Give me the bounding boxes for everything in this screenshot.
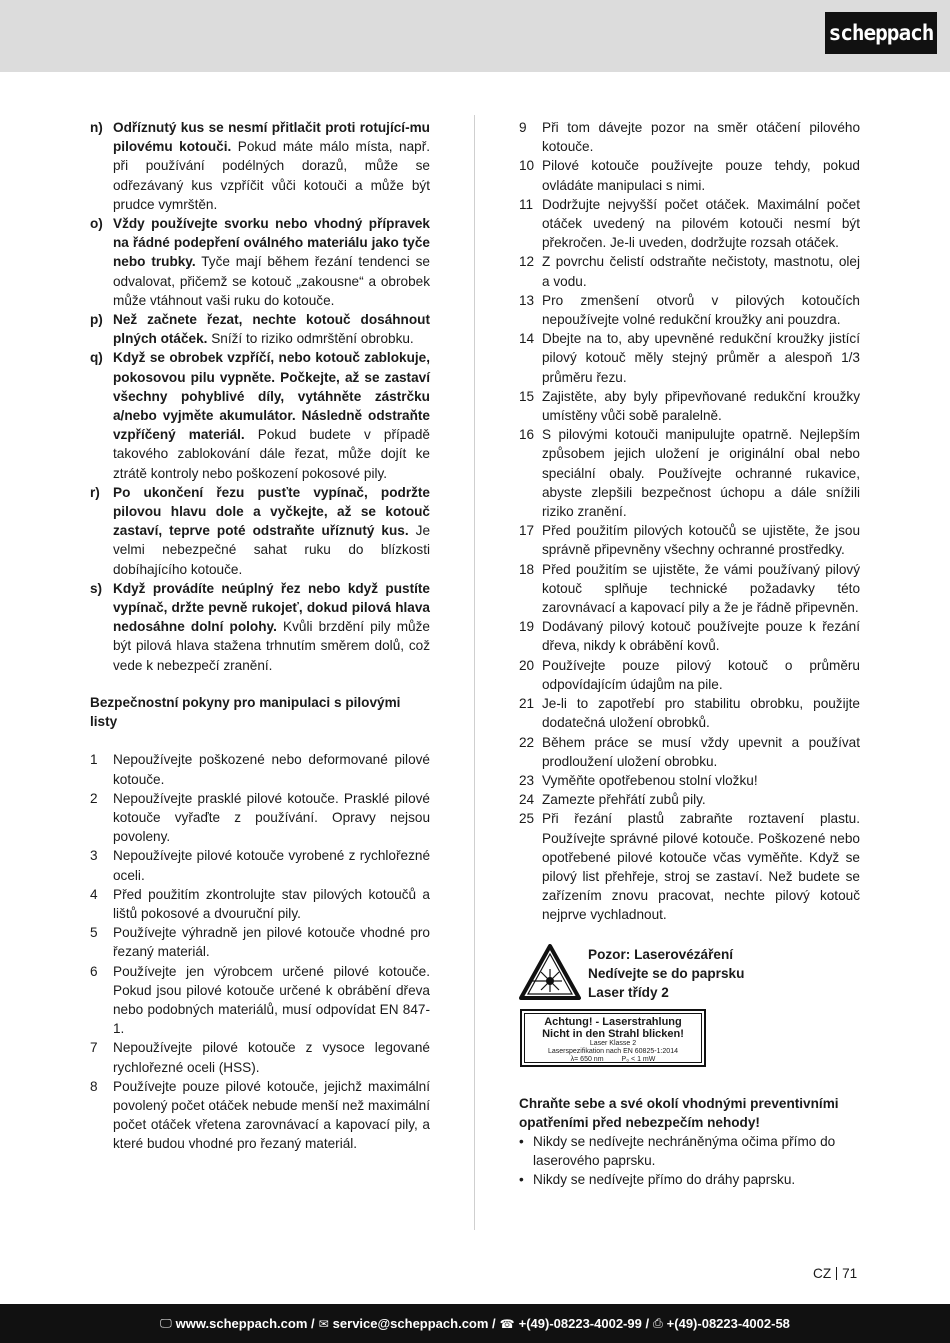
laser-warning-line3: Laser třídy 2 — [588, 984, 669, 1000]
numbered-item: 25 Při řezání plastů zabraňte roztavení plastu. Používejte správné pilové kotouče. Poškozené nebo opotřebené pilové kotouče včas vyměňte. Když se pilový list přehřeje, stroj se zastaví. Než budete se zařízením znovu pracovat, nechte pilový kotouč nejprve vychladnout. — [519, 811, 860, 923]
numbered-item: 13 Pro zmenšení otvorů v pilových kotoučích nepoužívejte volné redukční kroužky ani pouzdra. — [519, 292, 860, 328]
numbered-item: 20 Používejte pouze pilový kotouč o průměru odpovídajícím údajům na pile. — [519, 657, 860, 692]
numbered-item: 18 Před použitím se ujistěte, že vámi používaný pilový kotouč splňuje technické požadavky této zarovnávací a kapovací pily a že je řádně připevněn. — [519, 561, 860, 616]
numbered-item: 6 Používejte jen výrobcem určené pilové kotouče. Pokud jsou pilové kotouče určené k obrábění dřeva nebo podobných materiálů, musí odpovídat EN 847-1. — [90, 963, 430, 1037]
footer-phone: +(49)-08223-4002-99 / — [518, 1316, 650, 1331]
page-number — [813, 1266, 857, 1281]
header-band — [0, 0, 950, 72]
bullet-item: • Nikdy se nedívejte přímo do dráhy paprsku. — [519, 1172, 796, 1188]
numbered-item: 4 Před použitím zkontrolujte stav pilových kotoučů a lištů pokosové a dvouruční pily. — [90, 886, 430, 921]
phone-icon: ☎ — [499, 1316, 515, 1331]
computer-icon: 🖵 — [160, 1316, 172, 1330]
laser-wavelength: λ= 650 nm — [570, 1055, 604, 1063]
numbered-item: 19 Dodávaný pilový kotouč používejte pouze k řezání dřeva, nikdy k obrábění kovů. — [519, 619, 860, 654]
footer-bar — [0, 1304, 950, 1343]
lettered-item: o) Vždy používejte svorku nebo vhodný přípravek na řádné podepření oválného materiálu jako tyče nebo trubky. Tyče mají během řezání tendenci se odvalovat, přičemž se kotouč „zakousne“ a obrobek může vtáhnout vaši ruku do kotouče. — [90, 216, 430, 308]
footer-web[interactable]: www.scheppach.com / — [175, 1316, 315, 1331]
scheppach-logo: scheppach — [825, 12, 937, 54]
page-num-value: 71 — [842, 1266, 858, 1281]
numbered-item: 5 Používejte výhradně jen pilové kotouče vhodné pro řezaný materiál. — [90, 925, 430, 960]
numbered-item: 1 Nepoužívejte poškozené nebo deformované pilové kotouče. — [90, 752, 430, 787]
numbered-item: 22 Během práce se musí vždy upevnit a používat prodloužení uložení obrobku. — [519, 734, 860, 769]
left-column — [90, 118, 430, 1154]
laser-warning-line2: Nedívejte se do paprsku — [588, 965, 745, 981]
laser-label — [520, 1009, 706, 1067]
lettered-item: p) Než začnete řezat, nechte kotouč dosáhnout plných otáček. Sníží to riziko odmrštění obrobku. — [90, 312, 430, 347]
laser-warning-text — [588, 945, 744, 1003]
numbered-item: 3 Nepoužívejte pilové kotouče vyrobené z rychlořezné oceli. — [90, 848, 430, 883]
lettered-item: q) Když se obrobek vzpříčí, nebo kotouč zablokuje, pokosovou pilu vypněte. Počkejte, až se zastaví všechny pohyblivé díly, vytáhněte zástrčku a/nebo vyjměte akumulátor. Následně odstraňte vzpříčený materiál. Pokud budete v případě takového zablokování dále řezat, může dojít ke ztrátě kontroly nebo poškození pokosové pily. — [90, 350, 430, 481]
lettered-item: r) Po ukončení řezu pusťte vypínač, podržte pilovou hlavu dole a vyčkejte, až se kotouč zastaví, teprve poté odstraňte uříznutý kus. Je velmi nebezpečné sahat ruku do blízkosti dobíhajícího kotouče. — [90, 484, 431, 577]
laser-warning-line1: Pozor: Laserovézáření — [588, 946, 734, 962]
bullet-item: • Nikdy se nedívejte nechráněnýma očima přímo do laserového paprsku. — [519, 1133, 836, 1169]
numbered-item: 15 Zajistěte, aby byly připevňované redukční kroužky umístěny vůči sobě paralelně. — [519, 388, 860, 424]
lettered-item: n) Odříznutý kus se nesmí přitlačit proti rotující-mu pilovému kotouči. Pokud máte málo místa, např. při používání podélných dorazů, může se odřezávaný kus vzpříčit vůči kotouči a může být prudce vymrštěn. — [90, 120, 431, 212]
lettered-item: s) Když provádíte neúplný řez nebo když pustíte vypínač, držte pevně rukojeť, dokud pilová hlava nedosáhne dolní polohy. Kvůli brzdění pily může být pilová hlava stažena trhnutím směrem dolů, což vede k nebezpečí zranění. — [90, 580, 430, 673]
section-title: Bezpečnostní pokyny pro manipulaci s pilovými listy — [90, 694, 401, 730]
numbered-item: 24 Zamezte přehřátí zubů pily. — [519, 792, 706, 808]
laser-label-line4: Laserspezifikation nach EN 60825-1:2014 — [548, 1047, 678, 1055]
numbered-item: 11 Dodržujte nejvyšší počet otáček. Maximální počet otáček uvedený na pilovém kotouči nesmí být překročen. Je-li uveden, dodržujte rozsah otáček. — [519, 196, 860, 251]
laser-label-line2: Nicht in den Strahl blicken! — [542, 1027, 684, 1040]
footer-fax: +(49)-08223-4002-58 — [666, 1316, 790, 1331]
column-divider — [474, 115, 475, 1230]
safety-title: Chraňte sebe a své okolí vhodnými preventivními opatřeními před nebezpečím nehody! — [519, 1095, 839, 1130]
footer-email[interactable]: service@scheppach.com / — [332, 1316, 496, 1331]
right-column — [519, 118, 860, 1190]
laser-hazard-icon — [519, 944, 581, 1000]
page-lang: CZ — [813, 1266, 832, 1281]
numbered-item: 23 Vyměňte opotřebenou stolní vložku! — [519, 772, 758, 788]
mail-icon: ✉ — [318, 1316, 329, 1331]
numbered-item: 9 Při tom dávejte pozor na směr otáčení pilového kotouče. — [519, 120, 860, 155]
numbered-item: 16 S pilovými kotouči manipulujte opatrně. Nejlepším způsobem jejich uložení je originální obal nebo speciální obaly. Používejte ochranné rukavice, abyste zlepšili bezpečnost úchopu a dále snížili riziko zranění. — [519, 427, 860, 520]
numbered-item: 10 Pilové kotouče používejte pouze tehdy, pokud ovládáte manipulaci s nimi. — [519, 158, 860, 193]
fax-icon: ⎙ — [653, 1316, 663, 1330]
numbered-item: 17 Před použitím pilových kotoučů se ujistěte, že jsou správně připevněny všechny ochranné prostředky. — [519, 523, 860, 558]
laser-label-line3: Laser Klasse 2 — [589, 1039, 637, 1047]
numbered-item: 12 Z povrchu čelistí odstraňte nečistoty, mastnotu, olej a vodu. — [519, 254, 860, 289]
numbered-item: 14 Dbejte na to, aby upevněné redukční kroužky jistící pilový kotouč měly stejný průměr a alespoň 1/3 průměru řezu. — [519, 331, 860, 385]
laser-warning — [519, 944, 860, 1094]
numbered-item: 7 Nepoužívejte pilové kotouče z vysoce legované rychlořezné oceli (HSS). — [90, 1040, 430, 1075]
laser-label-line1: Achtung! - Laserstrahlung — [544, 1015, 682, 1028]
numbered-item: 21 Je-li to zapotřebí pro stabilitu obrobku, použijte dodatečná uložení obrobků. — [519, 696, 860, 731]
numbered-item: 2 Nepoužívejte prasklé pilové kotouče. Prasklé pilové kotouče vyřaďte z používání. Opravy nejsou povoleny. — [90, 790, 430, 845]
laser-power: P₀ < 1 mW — [621, 1055, 656, 1063]
numbered-item: 8 Používejte pouze pilové kotouče, jejichž maximální povolený počet otáček nebude menší než maximální počet otáček vřetena zarovnávací a kapovací pily, a které budou vhodné pro řezaný materiál. — [90, 1078, 430, 1152]
